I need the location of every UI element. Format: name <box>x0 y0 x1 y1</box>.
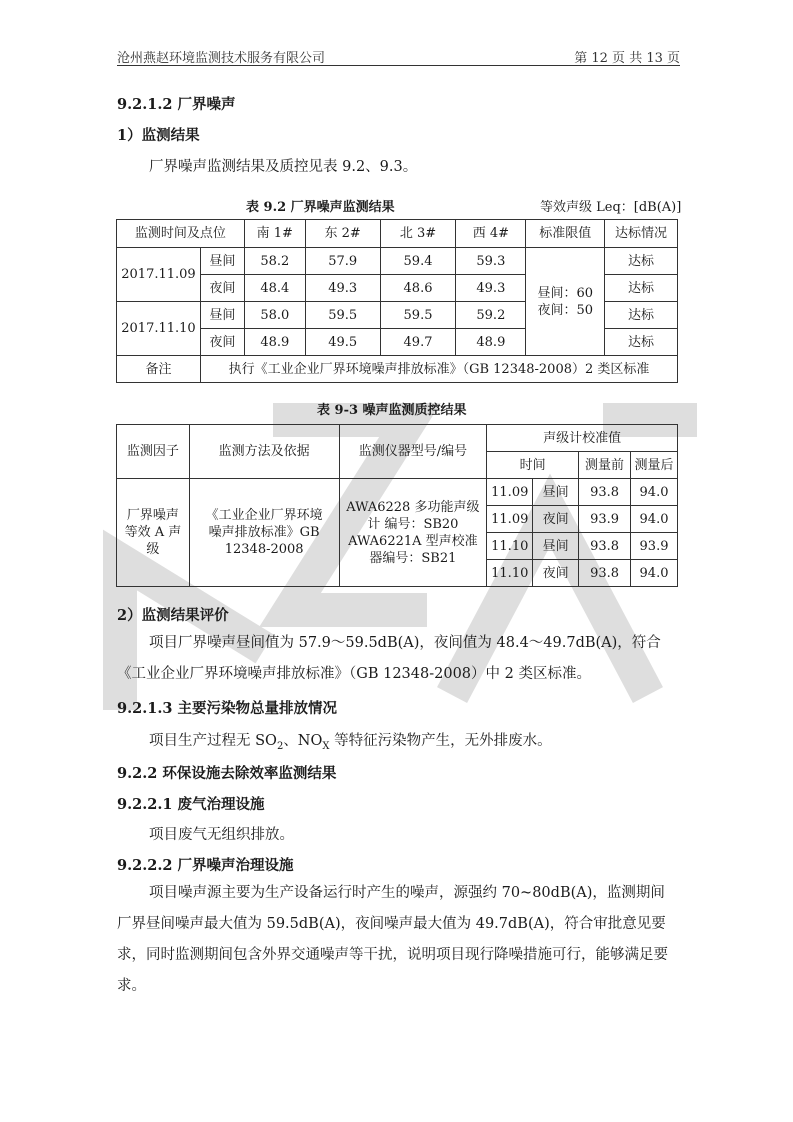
qc-before: 93.8 <box>579 479 631 506</box>
period-cell: 昼间 <box>200 302 244 329</box>
qc-period: 昼间 <box>533 479 579 506</box>
qc-date: 11.09 <box>487 506 533 533</box>
status-cell: 达标 <box>605 275 678 302</box>
text-part: 、NO <box>283 733 323 749</box>
page-number: 第 12 页 共 13 页 <box>574 51 680 66</box>
result-text: 厂界噪声监测结果及质控见表 9.2、9.3。 <box>149 159 418 175</box>
qc-date: 11.10 <box>487 560 533 587</box>
qc-period: 夜间 <box>533 506 579 533</box>
qc-after: 93.9 <box>631 533 678 560</box>
value-cell: 59.5 <box>380 302 456 329</box>
section-9213-heading: 9.2.1.3 主要污染物总量排放情况 <box>117 700 338 717</box>
header-cell: 南 1# <box>244 220 305 248</box>
value-cell: 49.7 <box>380 329 456 356</box>
value-cell: 59.4 <box>380 248 456 275</box>
value-cell: 59.3 <box>456 248 526 275</box>
header-cell: 西 4# <box>456 220 526 248</box>
value-cell: 49.3 <box>456 275 526 302</box>
company-name: 沧州燕赵环境监测技术服务有限公司 <box>117 51 326 66</box>
header-cell: 标准限值 <box>526 220 605 248</box>
qc-date: 11.10 <box>487 533 533 560</box>
header-after: 测量后 <box>631 452 678 479</box>
value-cell: 59.2 <box>456 302 526 329</box>
header-before: 测量前 <box>579 452 631 479</box>
date-cell: 2017.11.10 <box>117 302 201 356</box>
qc-result-table <box>116 424 678 587</box>
header-factor: 监测因子 <box>117 425 190 479</box>
section-9213-text <box>149 729 552 752</box>
period-cell: 夜间 <box>200 329 244 356</box>
header-time: 时间 <box>487 452 579 479</box>
evaluation-heading: 2）监测结果评价 <box>117 607 229 624</box>
qc-after: 94.0 <box>631 560 678 587</box>
period-cell: 夜间 <box>200 275 244 302</box>
subscript: 2 <box>276 740 284 752</box>
page-header <box>117 45 680 66</box>
qc-before: 93.8 <box>579 533 631 560</box>
value-cell: 59.5 <box>305 302 380 329</box>
value-cell: 49.5 <box>305 329 380 356</box>
header-cell: 东 2# <box>305 220 380 248</box>
text-part: 项目生产过程无 SO <box>149 733 277 749</box>
section-9212-heading: 9.2.1.2 厂界噪声 <box>117 96 236 113</box>
text-part: 等特征污染物产生，无外排废水。 <box>329 733 552 749</box>
status-cell: 达标 <box>605 302 678 329</box>
value-cell: 48.9 <box>244 329 305 356</box>
status-cell: 达标 <box>605 329 678 356</box>
table93-caption: 表 9-3 噪声监测质控结果 <box>317 403 467 418</box>
section-9221-heading: 9.2.2.1 废气治理设施 <box>117 796 265 813</box>
qc-date: 11.09 <box>487 479 533 506</box>
qc-after: 94.0 <box>631 479 678 506</box>
value-cell: 49.3 <box>305 275 380 302</box>
section-9222-text: 项目噪声源主要为生产设备运行时产生的噪声，源强约 70~80dB(A)，监测期间厂界昼间噪声最大值为 59.5dB(A)，夜间噪声最大值为 49.7dB(A)，符合审批意见要求，同时监测期间包含外界交通噪声等干扰，说明项目现行降噪措施可行，能够满足要求。 <box>117 885 668 994</box>
table92-unit: 等效声级 Leq：[dB(A)] <box>540 200 682 215</box>
remark-text: 执行《工业企业厂界环境噪声排放标准》（GB 12348-2008）2 类区标准 <box>200 356 677 383</box>
limit-day: 昼间：60 <box>537 285 593 301</box>
value-cell: 48.6 <box>380 275 456 302</box>
period-cell: 昼间 <box>200 248 244 275</box>
value-cell: 57.9 <box>305 248 380 275</box>
value-cell: 58.2 <box>244 248 305 275</box>
header-cell: 监测时间及点位 <box>117 220 245 248</box>
limit-night: 夜间：50 <box>537 302 593 318</box>
header-cell: 北 3# <box>380 220 456 248</box>
section-9221-text: 项目废气无组织排放。 <box>149 827 294 843</box>
qc-before: 93.9 <box>579 506 631 533</box>
value-cell: 48.9 <box>456 329 526 356</box>
result-heading: 1）监测结果 <box>117 127 200 144</box>
value-cell: 58.0 <box>244 302 305 329</box>
instrument-cell: AWA6228 多功能声级计 编号：SB20 AWA6221A 型声校准器编号：SB21 <box>339 479 487 587</box>
header-instrument: 监测仪器型号/编号 <box>339 425 487 479</box>
section-922-heading: 9.2.2 环保设施去除效率监测结果 <box>117 765 337 782</box>
qc-before: 93.8 <box>579 560 631 587</box>
evaluation-text: 项目厂界噪声昼间值为 57.9～59.5dB(A)，夜间值为 48.4～49.7dB(A)，符合《工业企业厂界环境噪声排放标准》（GB 12348-2008）中 2 类区标准。 <box>117 635 661 682</box>
table92-caption: 表 9.2 厂界噪声监测结果 <box>246 200 395 215</box>
header-cell: 达标情况 <box>605 220 678 248</box>
subscript: X <box>322 740 330 752</box>
limit-cell <box>526 248 605 356</box>
date-cell: 2017.11.09 <box>117 248 201 302</box>
factor-cell: 厂界噪声等效 A 声级 <box>117 479 190 587</box>
header-calibration: 声级计校准值 <box>487 425 678 452</box>
remark-label: 备注 <box>117 356 201 383</box>
method-cell: 《工业企业厂界环境噪声排放标准》GB 12348-2008 <box>189 479 339 587</box>
status-cell: 达标 <box>605 248 678 275</box>
noise-result-table <box>116 219 678 383</box>
qc-period: 昼间 <box>533 533 579 560</box>
section-9222-heading: 9.2.2.2 厂界噪声治理设施 <box>117 857 294 874</box>
qc-after: 94.0 <box>631 506 678 533</box>
value-cell: 48.4 <box>244 275 305 302</box>
qc-period: 夜间 <box>533 560 579 587</box>
header-method: 监测方法及依据 <box>189 425 339 479</box>
